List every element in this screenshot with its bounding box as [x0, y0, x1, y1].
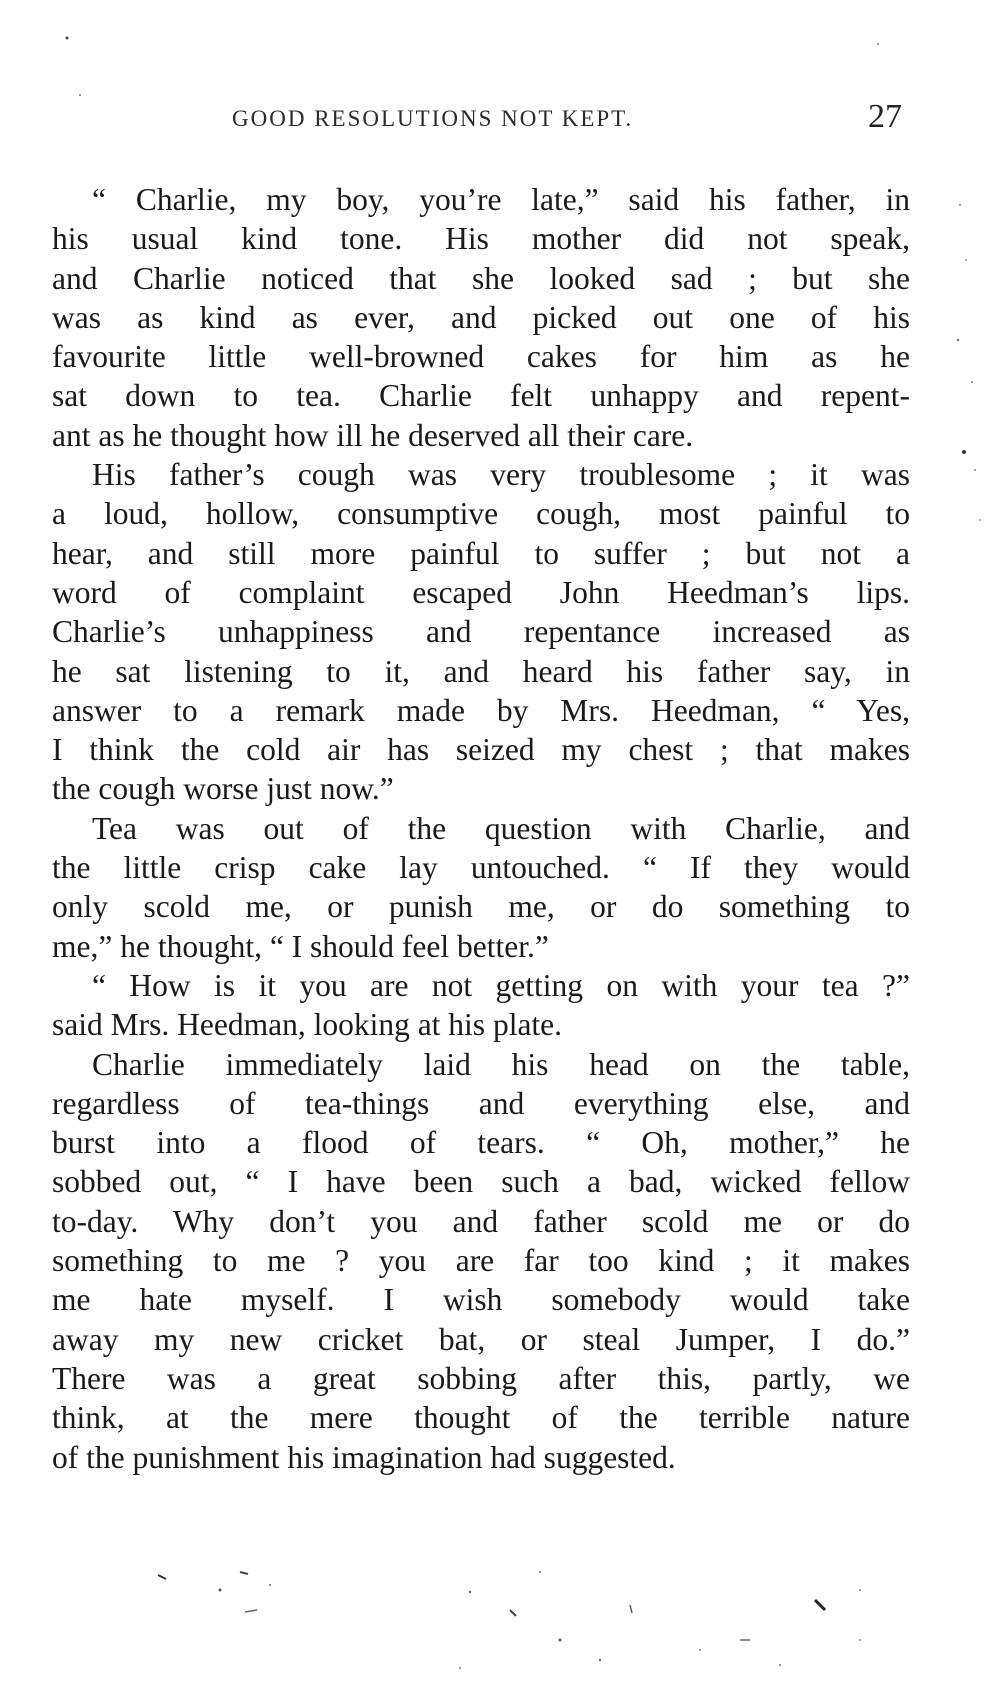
text-line: burst into a flood of tears. “ Oh, mother,” he	[52, 1125, 910, 1161]
running-head-title: GOOD RESOLUTIONS NOT KEPT.	[232, 106, 634, 131]
text-line: ant as he thought how ill he deserved all their care.	[52, 417, 694, 453]
text-line: There was a great sobbing after this, partly, we	[52, 1360, 910, 1396]
body-text	[52, 180, 910, 1477]
text-line: away my new cricket bat, or steal Jumper, I do.”	[52, 1321, 910, 1357]
text-line: think, at the mere thought of the terrible nature	[52, 1400, 910, 1436]
text-line: favourite little well-browned cakes for him as he	[52, 339, 910, 375]
text-line: sobbed out, “ I have been such a bad, wicked fellow	[52, 1164, 910, 1200]
text-line: Tea was out of the question with Charlie, and	[92, 810, 910, 846]
text-line: “ How is it you are not getting on with your tea ?”	[92, 967, 910, 1003]
text-line: me hate myself. I wish somebody would take	[52, 1282, 910, 1318]
text-line: word of complaint escaped John Heedman’s lips.	[52, 574, 910, 610]
text-line: the cough worse just now.”	[52, 771, 394, 807]
text-line: said Mrs. Heedman, looking at his plate.	[52, 1007, 563, 1043]
text-line: me,” he thought, “ I should feel better.”	[52, 928, 549, 964]
text-line: he sat listening to it, and heard his father say, in	[52, 653, 910, 689]
text-line: Charlie’s unhappiness and repentance increased as	[52, 614, 910, 650]
text-line: Charlie immediately laid his head on the table,	[92, 1046, 910, 1082]
text-line: answer to a remark made by Mrs. Heedman, “ Yes,	[52, 692, 910, 728]
text-line: a loud, hollow, consumptive cough, most painful to	[52, 496, 910, 532]
text-line: the little crisp cake lay untouched. “ If they would	[52, 850, 910, 886]
text-line: only scold me, or punish me, or do something to	[52, 889, 910, 925]
text-line: something to me ? you are far too kind ; it makes	[52, 1243, 910, 1279]
text-line: to-day. Why don’t you and father scold me or do	[52, 1203, 910, 1239]
text-line: hear, and still more painful to suffer ; but not a	[52, 535, 910, 571]
text-line: and Charlie noticed that she looked sad ; but she	[52, 260, 910, 296]
text-line: I think the cold air has seized my chest ; that makes	[52, 732, 910, 768]
text-line: of the punishment his imagination had suggested.	[52, 1439, 676, 1475]
page-number: 27	[868, 98, 902, 135]
text-line: was as kind as ever, and picked out one of his	[52, 299, 910, 335]
text-line: regardless of tea-things and everything else, and	[52, 1085, 910, 1121]
text-line: his usual kind tone. His mother did not speak,	[52, 221, 910, 257]
text-line: His father’s cough was very troublesome ; it was	[92, 457, 910, 493]
text-line: sat down to tea. Charlie felt unhappy and repent-	[52, 378, 910, 414]
text-line: “ Charlie, my boy, you’re late,” said his father, in	[92, 182, 910, 217]
